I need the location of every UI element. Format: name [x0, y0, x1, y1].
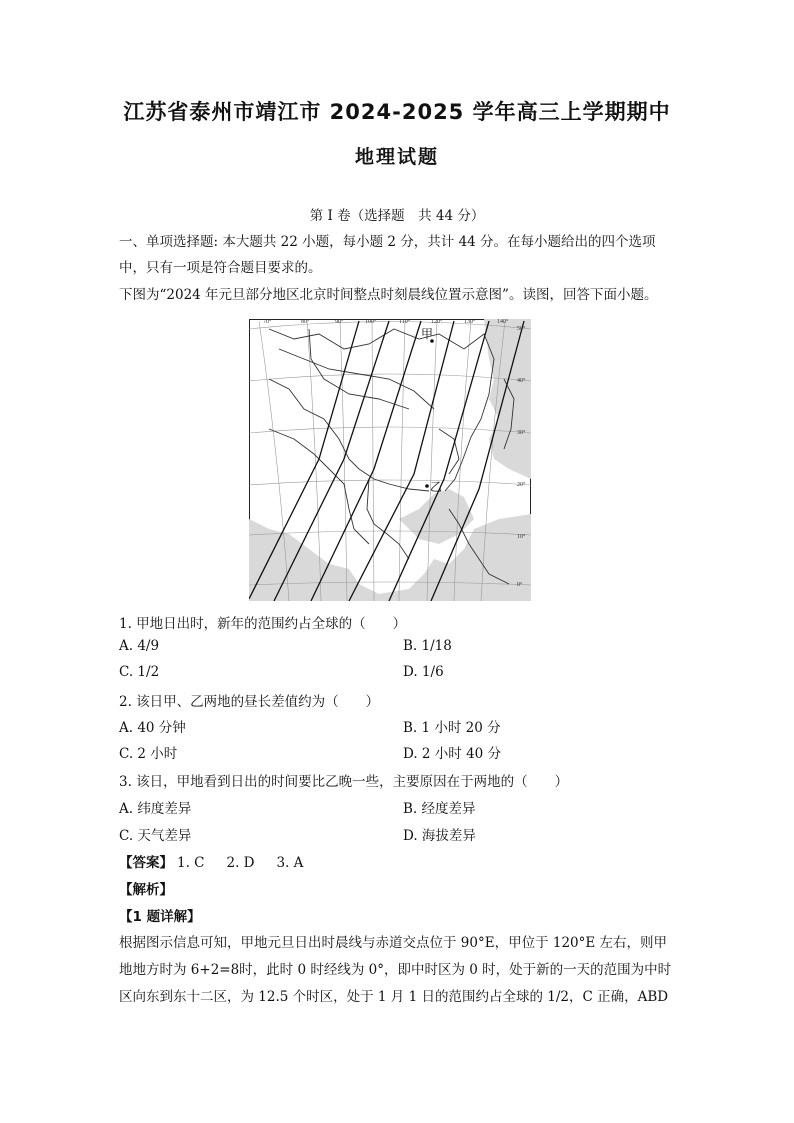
answer-item: 2. D [226, 855, 255, 871]
lon-label: 70° [263, 319, 272, 325]
lat-label: 40° [517, 378, 526, 384]
question-3-option-b[interactable]: B. 经度差异 [403, 801, 476, 817]
question-1-stem: 1. 甲地日出时，新年的范围约占全球的（ ） [119, 616, 407, 632]
question-2-option-a[interactable]: A. 40 分钟 [119, 720, 186, 736]
dawn-line-map [249, 319, 531, 601]
lon-label: 110° [399, 319, 411, 325]
analysis-text: 根据图示信息可知，甲地元旦日出时晨线与赤道交点位于 90°E，甲位于 120°E 左右，则甲地地方时为 6+2=8时，此时 0 时经线为 0°，即中时区为 0 时，处于新的一天的范围为中时区向东到东十二区，为 12.5 个时区，处于 1 月 1 日的范围约占全球的 1/2，C 正确，ABD [119, 935, 672, 1005]
point-yi-label: 乙 [430, 480, 443, 494]
answer-key [119, 851, 325, 871]
question-2-stem: 2. 该日甲、乙两地的昼长差值约为（ ） [119, 694, 380, 710]
answer-item: 1. C [177, 855, 205, 871]
lat-label: 10° [517, 534, 526, 540]
part-heading: 一、单项选择题: 本大题共 22 小题，每小题 2 分，共计 44 分。在每小题给出的四个选项中，只有一项是符合题目要求的。 [119, 234, 656, 276]
lat-label: 50° [517, 326, 526, 332]
answer-item: 3. A [276, 855, 304, 871]
question-2-option-d[interactable]: D. 2 小时 40 分 [403, 746, 502, 762]
question-3-option-c[interactable]: C. 天气差异 [119, 828, 192, 844]
figure-intro: 下图为“2024 年元旦部分地区北京时间整点时刻晨线位置示意图”。读图，回答下面小题。 [119, 287, 658, 303]
analysis-heading: 【解析】 [119, 882, 173, 898]
section-title: 第 I 卷（选择题 共 44 分） [309, 208, 485, 224]
question-3-option-a[interactable]: A. 纬度差异 [119, 801, 192, 817]
lon-label: 80° [301, 319, 310, 325]
lon-label: 130° [464, 319, 476, 325]
lon-label: 90° [335, 319, 344, 325]
exam-title: 江苏省泰州市靖江市 2024-2025 学年高三上学期期中 [123, 100, 671, 124]
exam-subject: 地理试题 [354, 146, 439, 168]
question-1-option-a[interactable]: A. 4/9 [119, 638, 160, 654]
question-1-option-d[interactable]: D. 1/6 [403, 664, 444, 680]
lon-label: 100° [365, 319, 377, 325]
question-3-stem: 3. 该日，甲地看到日出的时间要比乙晚一些，主要原因在于两地的（ ） [119, 774, 569, 790]
lon-label: 140° [497, 319, 509, 325]
question-1-option-b[interactable]: B. 1/18 [403, 638, 452, 654]
question-1-option-c[interactable]: C. 1/2 [119, 664, 160, 680]
answer-label: 【答案】 [119, 855, 173, 871]
point-yi-marker [425, 484, 429, 488]
question-3-option-d[interactable]: D. 海拔差异 [403, 828, 476, 844]
lat-label: 0° [517, 582, 523, 588]
lon-label: 120° [431, 319, 443, 325]
question-2-option-b[interactable]: B. 1 小时 20 分 [403, 720, 501, 736]
question-2-option-c[interactable]: C. 2 小时 [119, 746, 178, 762]
lat-label: 20° [517, 482, 526, 488]
lat-label: 30° [517, 430, 526, 436]
analysis-subheading: 【1 题详解】 [119, 909, 201, 925]
point-jia-label: 甲 [421, 327, 434, 341]
